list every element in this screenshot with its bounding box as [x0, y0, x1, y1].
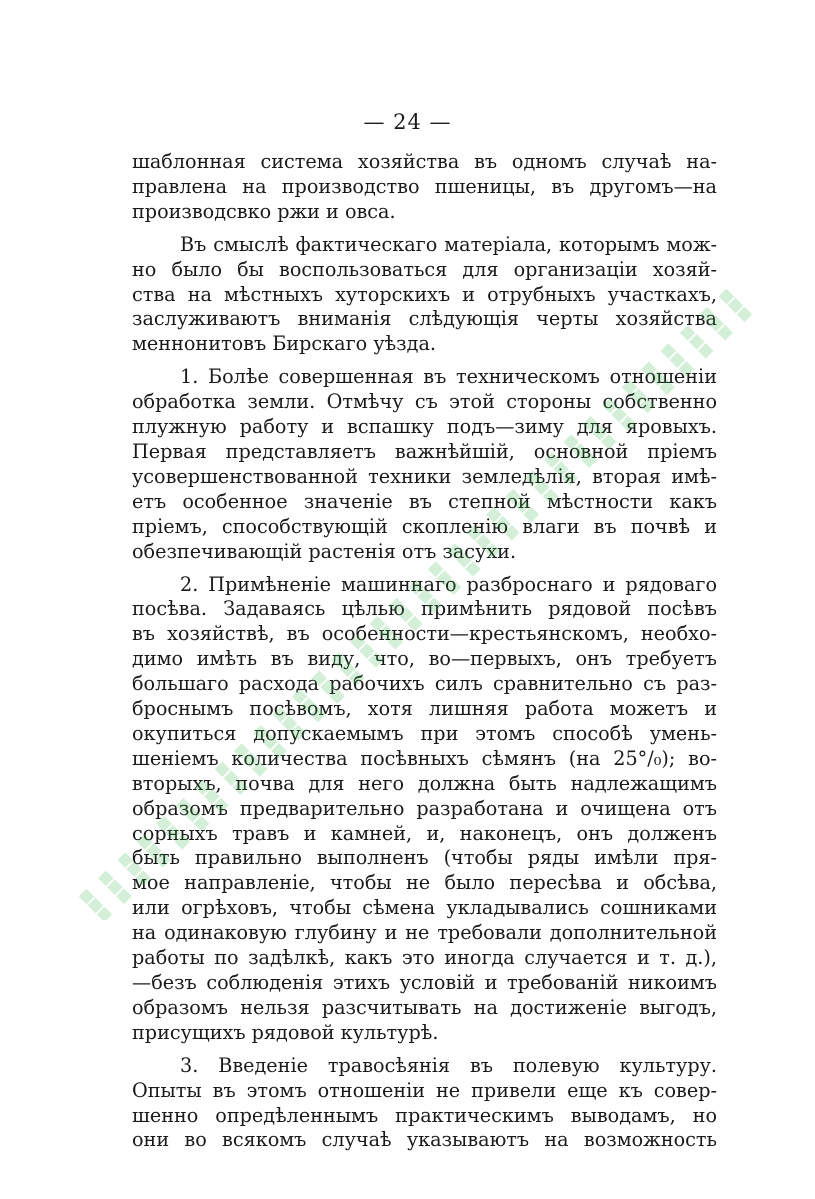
- text-line: шенно опредѣленнымъ практическимъ выводамъ, но: [132, 1103, 717, 1127]
- text-line: —безъ соблюденія этихъ условій и требованій никоимъ: [132, 971, 717, 994]
- text-line: они во всякомъ случаѣ указываютъ на возможность: [132, 1128, 717, 1152]
- text-line: 3. Введеніе травосѣянія въ полевую культуру.: [180, 1053, 717, 1077]
- text-line: работы по задѣлкѣ, какъ это иногда случается и т. д.),: [132, 946, 717, 970]
- body-text: [132, 150, 717, 1161]
- text-line: посѣва. Задаваясь цѣлью примѣнить рядовой посѣвъ: [132, 597, 717, 621]
- text-line: присущихъ рядовой культурѣ.: [132, 1020, 439, 1044]
- text-line: вторыхъ, почва для него должна быть надлежащимъ: [132, 771, 717, 795]
- watermark-tile: [79, 889, 95, 905]
- text-line: большаго расхода рабочихъ силъ сравнительно съ раз-: [132, 672, 717, 696]
- watermark-tile: [719, 289, 735, 305]
- paragraph-point-2: [132, 573, 717, 1046]
- text-line: или огрѣховъ, чтобы сѣмена укладывались сошниками: [132, 896, 717, 920]
- text-line: димо имѣть въ виду, что, во—первыхъ, онъ требуетъ: [132, 647, 717, 671]
- text-line: мое направленіе, чтобы не было пересѣва и обсѣва,: [132, 871, 717, 895]
- text-line: пріемъ, способствующій скопленію влаги въ почвѣ и: [132, 514, 717, 538]
- text-line: быть правильно выполненъ (чтобы ряды имѣли пря-: [132, 846, 717, 870]
- watermark-tile: [98, 871, 114, 887]
- text-line: заслуживаютъ вниманія слѣдующія черты хозяйства: [132, 307, 717, 331]
- text-line: производсвко ржи и овса.: [132, 199, 396, 223]
- watermark-tile: [97, 907, 113, 920]
- watermark-tile: [116, 889, 132, 905]
- text-line: но было бы воспользоваться для организаціи хозяй-: [132, 257, 717, 281]
- paragraph-point-3: [132, 1054, 717, 1154]
- watermark-tile: [717, 325, 733, 341]
- text-line: правлена на производство пшеницы, въ другомъ—на: [132, 174, 717, 198]
- text-line: шеніемъ количества посѣвныхъ сѣмянъ (на 25°/₀); во-: [132, 746, 717, 770]
- paragraph-mennonite-intro: [132, 233, 717, 358]
- watermark-tile: [118, 852, 134, 868]
- text-line: на одинаковую глубину и не требовали дополнительной: [132, 921, 717, 945]
- text-line: 1. Болѣе совершенная въ техническомъ отношеніи: [180, 365, 717, 389]
- watermark-tile: [107, 880, 123, 896]
- watermark-tile: [728, 298, 744, 314]
- watermark-tile: [88, 898, 104, 914]
- watermark-tile: [737, 307, 753, 323]
- paragraph-continuation: [132, 150, 717, 225]
- text-line: Опыты въ этомъ отношеніи не привели еще къ совер-: [132, 1078, 717, 1102]
- text-line: броснымъ посѣвомъ, хотя лишняя работа можетъ и: [132, 697, 717, 721]
- text-line: усовершенствованной техники земледѣлія, вторая имѣ-: [132, 464, 717, 488]
- text-line: образомъ предварительно разработана и очищена отъ: [132, 796, 717, 820]
- text-line: шаблонная система хозяйства въ одномъ случаѣ на-: [132, 150, 717, 173]
- text-line: Въ смыслѣ фактическаго матеріала, которымъ мож-: [180, 232, 717, 256]
- text-line: 2. Примѣненіе машиннаго разброснаго и рядоваго: [180, 572, 717, 596]
- text-line: обезпечивающій растенія отъ засухи.: [132, 539, 517, 563]
- text-line: Первая представляетъ важнѣйшій, основной пріемъ: [132, 439, 717, 463]
- page-number: — 24 —: [363, 110, 452, 134]
- text-line: въ хозяйствѣ, въ особенности—крестьянскомъ, необхо-: [132, 622, 717, 646]
- text-line: плужную работу и вспашку подъ—зиму для яровыхъ.: [132, 415, 717, 439]
- text-line: сорныхъ травъ и камней, и, наконецъ, онъ долженъ: [132, 821, 717, 845]
- text-line: меннонитовъ Бирскаго уѣзда.: [132, 332, 436, 356]
- text-line: етъ особенное значеніе въ степной мѣстности какъ: [132, 489, 717, 513]
- text-line: обработка земли. Отмѣчу съ этой стороны собственно: [132, 390, 717, 414]
- text-line: образомъ нельзя разсчитывать на достиженіе выгодъ,: [132, 995, 717, 1019]
- text-line: ства на мѣстныхъ хуторскихъ и отрубныхъ участкахъ,: [132, 282, 717, 306]
- paragraph-point-1: [132, 365, 717, 564]
- text-line: окупиться допускаемымъ при этомъ способѣ умень-: [132, 721, 717, 745]
